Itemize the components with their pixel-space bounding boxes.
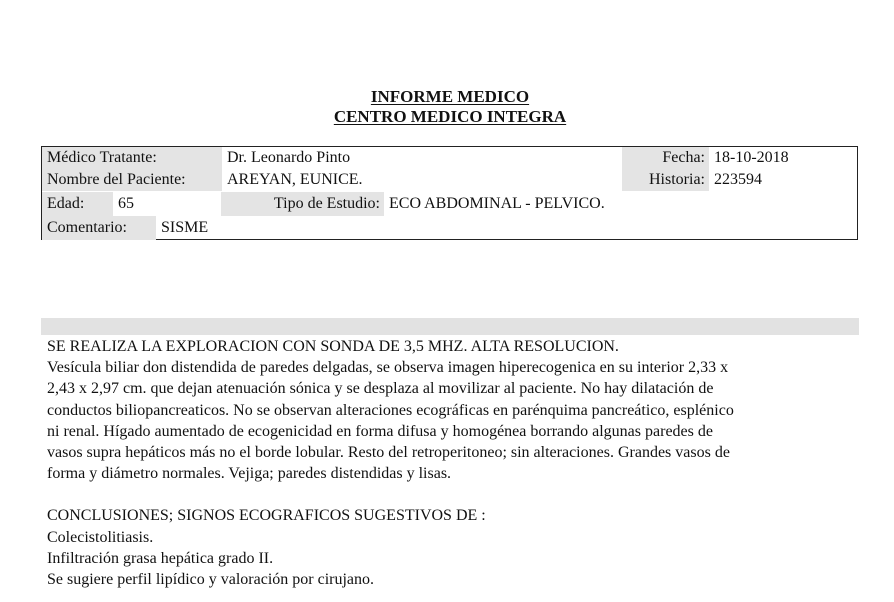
- estudio-label: Tipo de Estudio:: [221, 192, 384, 216]
- conclusion-item: Infiltración grasa hepática grado II.: [47, 549, 274, 567]
- conclusion-item: Se sugiere perfil lipídico y valoración por cirujano.: [47, 571, 375, 589]
- edad-value: 65: [118, 195, 134, 212]
- fecha-value: 18-10-2018: [714, 149, 789, 166]
- report-line: Vesícula biliar don distendida de paredes delgadas, se observa imagen hiperecogenica en su interior 2,33 x: [47, 359, 729, 377]
- patient-info-table: [41, 146, 858, 240]
- report-line: 2,43 x 2,97 cm. que dejan atenuación sónica y se desplaza al movilizar al paciente. No hay dilatación de: [47, 380, 714, 398]
- comentario-value: SISME: [161, 219, 209, 236]
- spacer: [47, 484, 847, 505]
- paciente-label: Nombre del Paciente:: [42, 169, 222, 191]
- report-line: ni renal. Hígado aumentado de ecogenicidad en forma difusa y homogénea borrando algunas paredes de: [47, 422, 713, 440]
- conclusion-item: Colecistolitiasis.: [47, 528, 154, 546]
- report-title: INFORME MEDICO: [370, 87, 530, 106]
- paciente-value: AREYAN, EUNICE.: [227, 171, 363, 188]
- section-divider-bar: [41, 318, 859, 335]
- clinic-name: CENTRO MEDICO INTEGRA: [333, 107, 567, 126]
- report-line: forma y diámetro normales. Vejiga; paredes distendidas y lisas.: [47, 465, 452, 483]
- historia-label: Historia:: [622, 169, 709, 191]
- edad-label: Edad:: [42, 192, 113, 216]
- report-header: [0, 87, 894, 127]
- report-line: conductos biliopancreaticos. No se observan alteraciones ecográficas en parénquima pancreático, esplénico: [47, 401, 734, 419]
- report-line: vasos supra hepáticos más no el borde lobular. Resto del retroperitoneo; sin alteraciones. Grandes vasos de: [47, 444, 730, 462]
- historia-value: 223594: [714, 171, 762, 188]
- comentario-label: Comentario:: [42, 216, 156, 240]
- report-body: [47, 336, 847, 590]
- conclusions-heading: CONCLUSIONES; SIGNOS ECOGRAFICOS SUGESTIVOS DE :: [47, 507, 486, 525]
- estudio-value: ECO ABDOMINAL - PELVICO.: [389, 195, 605, 212]
- report-intro: SE REALIZA LA EXPLORACION CON SONDA DE 3,5 MHZ. ALTA RESOLUCION.: [47, 338, 619, 355]
- fecha-label: Fecha:: [622, 147, 709, 169]
- medico-label: Médico Tratante:: [42, 147, 222, 169]
- medico-value: Dr. Leonardo Pinto: [227, 149, 351, 166]
